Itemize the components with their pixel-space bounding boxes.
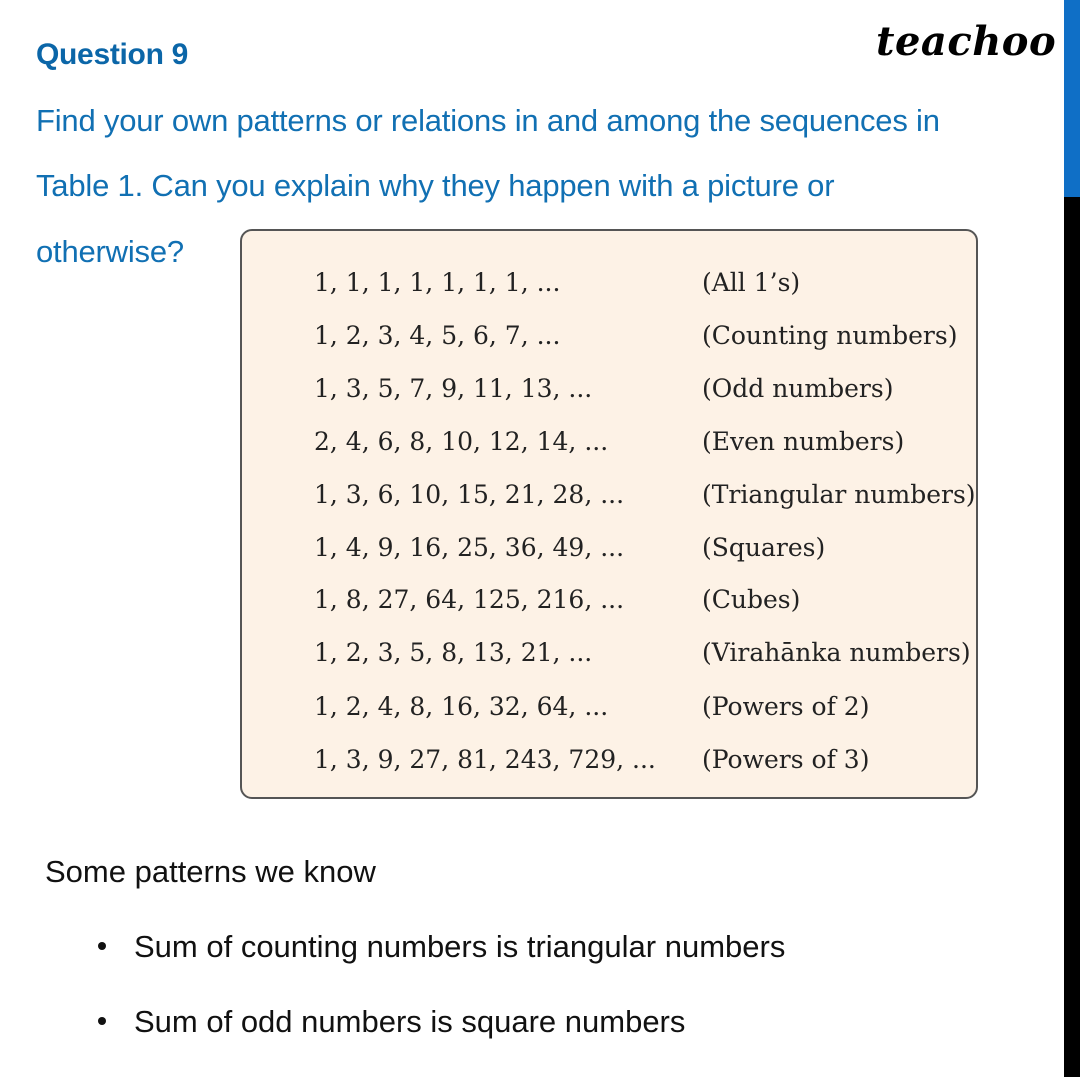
sequence-values: 1, 2, 3, 5, 8, 13, 21, ...	[314, 638, 593, 667]
sequence-values: 1, 2, 3, 4, 5, 6, 7, ...	[314, 321, 561, 350]
pattern-bullet	[98, 929, 785, 965]
sequence-name: (Cubes)	[702, 585, 801, 614]
sequence-values: 1, 8, 27, 64, 125, 216, ...	[314, 585, 625, 614]
sequence-name: (Even numbers)	[702, 427, 905, 456]
pattern-bullet-text: Sum of odd numbers is square numbers	[134, 1004, 686, 1039]
question-text-line-3: otherwise?	[36, 234, 184, 269]
sequence-values: 1, 3, 9, 27, 81, 243, 729, ...	[314, 745, 656, 774]
sequence-values: 1, 3, 5, 7, 9, 11, 13, ...	[314, 374, 593, 403]
bullet-icon	[98, 1017, 106, 1025]
sequence-name: (Virahānka numbers)	[702, 638, 971, 667]
side-accent-bar-blue	[1064, 0, 1080, 197]
sequence-name: (Powers of 2)	[702, 692, 870, 721]
sequence-values: 1, 4, 9, 16, 25, 36, 49, ...	[314, 533, 625, 562]
pattern-bullet-text: Sum of counting numbers is triangular numbers	[134, 929, 786, 964]
question-text-line-1: Find your own patterns or relations in and among the sequences in	[36, 103, 940, 138]
teachoo-logo: teachoo	[876, 18, 1057, 65]
patterns-heading: Some patterns we know	[45, 854, 376, 889]
sequence-name: (All 1’s)	[702, 268, 801, 297]
sequence-table	[240, 229, 978, 799]
question-title: Question 9	[36, 38, 189, 71]
bullet-icon	[98, 942, 106, 950]
sequence-values: 1, 3, 6, 10, 15, 21, 28, ...	[314, 480, 625, 509]
sequence-name: (Powers of 3)	[702, 745, 870, 774]
sequence-values: 2, 4, 6, 8, 10, 12, 14, ...	[314, 427, 609, 456]
sequence-values: 1, 1, 1, 1, 1, 1, 1, ...	[314, 268, 561, 297]
sequence-name: (Counting numbers)	[702, 321, 958, 350]
sequence-name: (Odd numbers)	[702, 374, 894, 403]
sequence-name: (Squares)	[702, 533, 826, 562]
sequence-values: 1, 2, 4, 8, 16, 32, 64, ...	[314, 692, 609, 721]
pattern-bullet	[98, 1004, 685, 1040]
side-accent-bar-black	[1064, 197, 1080, 1077]
sequence-name: (Triangular numbers)	[702, 480, 976, 509]
question-text-line-2: Table 1. Can you explain why they happen with a picture or	[36, 168, 835, 203]
